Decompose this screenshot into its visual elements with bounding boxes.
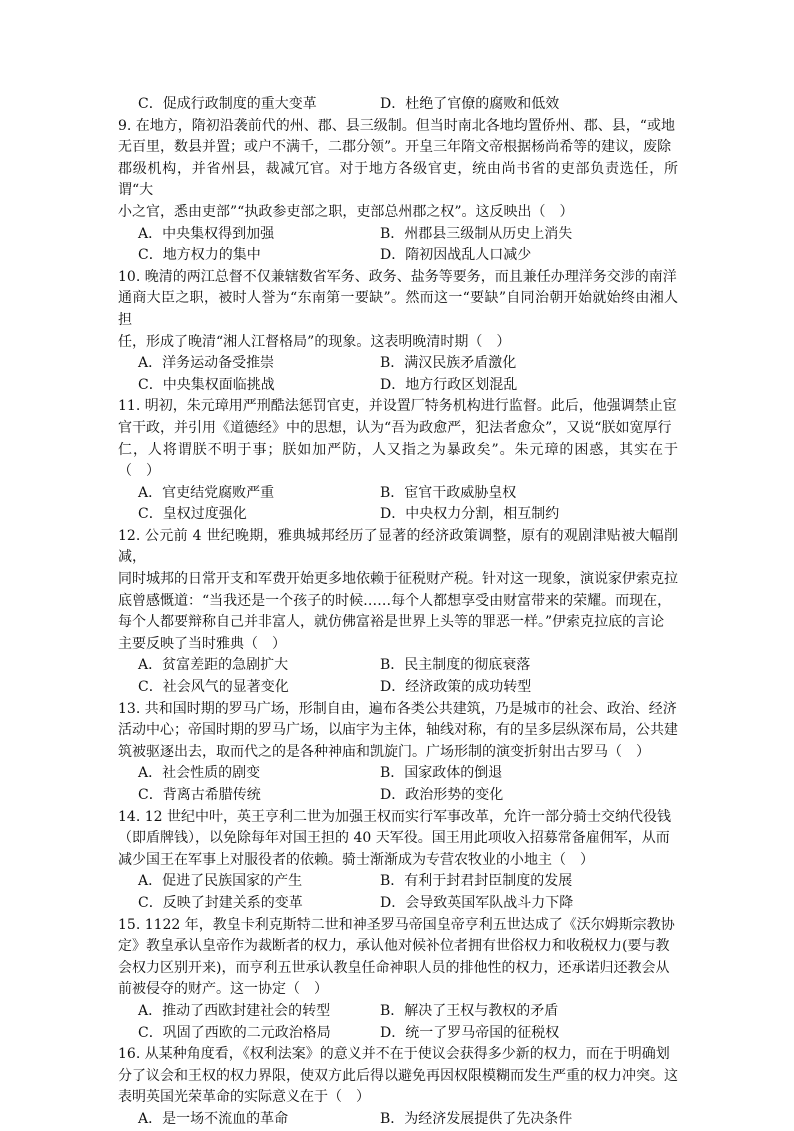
- options-block: [118, 94, 678, 116]
- question-line: 仁，人将谓朕不明于事；朕如加严防，人又指之为暴政矣”。朱元璋的困惑，其实在于（ ）: [118, 441, 678, 480]
- question-line: 9. 在地方，隋初沿袭前代的州、郡、县三级制。但当时南北各地均置侨州、郡、县，“或地: [118, 117, 675, 134]
- question-line: 郡级机构，并省州县，裁减冗官。对于地方各级官吏，统由尚书省的吏部负责选任，所谓“大: [118, 160, 678, 199]
- option-c: C．背离古希腊传统: [138, 787, 261, 803]
- option-d: D．会导致英国军队战斗力下降: [380, 894, 574, 911]
- question-line: 通商大臣之职，被时人誉为“东南第一要缺”。然而这一“要缺”自同治朝开始就始终由湘人担: [118, 290, 678, 328]
- question-line: 会权力区别开来)，而亨利五世承认教皇任命神职人员的排他性的权力，还承诺归还教会从: [118, 959, 670, 976]
- question-stem: [118, 1044, 678, 1109]
- option-a: A．中央集权得到加强: [138, 225, 275, 242]
- options-block: [118, 483, 678, 526]
- question-line: 筑被驱逐出去，取而代之的是各种神庙和凯旋门。广场形制的演变折射出古罗马（ ）: [118, 743, 650, 760]
- option-a: A．官吏结党腐败严重: [138, 484, 275, 501]
- question-stem: [118, 526, 678, 656]
- option-d: D．地方行政区划混乱: [380, 376, 518, 393]
- option-a: A．社会性质的剧变: [138, 765, 261, 782]
- question-line: 减少国王在军事上对服役者的依赖。骑士渐渐成为专营农牧业的小地主（ ）: [118, 851, 594, 868]
- options-block: [118, 353, 678, 396]
- options-block: [118, 763, 678, 806]
- option-b: B．州郡县三级制从历史上消失: [380, 225, 573, 242]
- question-line: 11. 明初，朱元璋用严刑酷法惩罚官吏，并设置厂特务机构进行监督。此后，他强调禁止宦: [118, 398, 677, 415]
- option-c: C．皇权过度强化: [138, 506, 247, 523]
- option-b: B．国家政体的倒退: [380, 765, 503, 782]
- option-b: B．解决了王权与教权的矛盾: [380, 1002, 559, 1019]
- question-line: 16. 从某种角度看，《权利法案》的意义并不在于使议会获得多少新的权力，而在于明确划: [118, 1046, 670, 1063]
- option-a: A．是一场不流血的革命: [138, 1110, 289, 1127]
- question-line: 表明英国光荣革命的实际意义在于（ ）: [118, 1089, 370, 1106]
- question-stem: [118, 915, 678, 1001]
- question-line: 13. 共和国时期的罗马广场，形制自由，遍布各类公共建筑，乃是城市的社会、政治、经济: [118, 700, 677, 717]
- option-d: D．政治形势的变化: [380, 787, 504, 803]
- option-a: A．推动了西欧封建社会的转型: [138, 1002, 331, 1019]
- question-line: 分了议会和王权的权力界限，使双方此后得以避免再因权限模糊而发生严重的权力冲突。这: [118, 1067, 678, 1084]
- question-line: 同时城邦的日常开支和军费开始更多地依赖于征税财产税。针对这一现象，演说家伊索克拉: [118, 571, 678, 588]
- option-a: A．贫富差距的急剧扩大: [138, 657, 289, 674]
- option-d: D．经济政策的成功转型: [380, 679, 532, 696]
- option-d: D．中央权力分割，相互制约: [380, 506, 560, 523]
- question-line: 10. 晚清的两江总督不仅兼辖数省军务、政务、盐务等要务，而且兼任办理洋务交涉的南洋: [118, 268, 677, 285]
- option-b: B．民主制度的彻底衰落: [380, 657, 531, 674]
- question-stem: [118, 396, 678, 482]
- options-block: [118, 655, 678, 698]
- option-b: B．宦官干政威胁皇权: [380, 484, 517, 501]
- option-c: C．社会风气的显著变化: [138, 679, 289, 696]
- question-line: 主要反映了当时雅典（ ）: [118, 635, 286, 652]
- question-line: 官干政，并引用《道德经》中的思想，认为“吾为政愈严，犯法者愈众”，又说“朕如宽厚行: [118, 419, 672, 436]
- option-a: A．洋务运动备受推崇: [138, 355, 275, 372]
- options-block: [118, 1109, 678, 1131]
- question-line: 14. 12 世纪中叶，英王亨利二世为加强王权而实行军事改革，允许一部分骑士交纳代役钱: [118, 808, 671, 825]
- question-stem: [118, 116, 678, 224]
- question-line: 前被侵夺的财产。这一协定（ ）: [118, 981, 328, 998]
- option-c: C．地方权力的集中: [138, 247, 261, 264]
- question-line: 底曾感慨道：“当我还是一个孩子的时候……每个人都想享受由财富带来的荣耀。而现在，: [118, 592, 672, 609]
- question-line: 活动中心；帝国时期的罗马广场，以庙宇为主体，轴线对称，有的呈多层纵深布局，公共建: [118, 722, 678, 739]
- option-c: C．反映了封建关系的变革: [138, 894, 303, 911]
- options-block: [118, 1001, 678, 1044]
- option-a: A．促进了民族国家的产生: [138, 873, 303, 890]
- option-c: C．中央集权面临挑战: [138, 376, 275, 393]
- option-c: C．促成行政制度的重大变革: [138, 96, 317, 112]
- question-line: （即盾牌钱），以免除每年对国王担的 40 天军役。国王用此项收入招募常备雇佣军，从而: [118, 830, 670, 847]
- options-block: [118, 871, 678, 914]
- question-line: 12. 公元前 4 世纪晚期，雅典城邦经历了显著的经济政策调整，原有的观剧津贴被大幅削减，: [118, 527, 678, 566]
- question-line: 无百里，数县并置；或户不满千，二郡分领”。开皇三年隋文帝根据杨尚希等的建议，废除: [118, 139, 672, 156]
- option-b: B．满汉民族矛盾激化: [380, 355, 517, 372]
- question-stem: [118, 267, 678, 353]
- question-stem: [118, 807, 678, 872]
- question-line: 15. 1122 年，教皇卡利克斯特二世和神圣罗马帝国皇帝亨利五世达成了《沃尔姆斯宗教协: [118, 916, 675, 933]
- question-line: 任，形成了晚清“湘人江督格局”的现象。这表明晚清时期（ ）: [118, 333, 511, 350]
- question-list: [118, 94, 678, 1131]
- question-line: 每个人都要辩称自己并非富人，就仿佛富裕是世界上头等的罪恶一样。”伊索克拉底的言论: [118, 614, 665, 631]
- option-d: D．统一了罗马帝国的征税权: [380, 1024, 560, 1041]
- question-line: 小之官，悉由吏部”“执政参吏部之职，吏部总州郡之权”。这反映出（ ）: [118, 203, 574, 220]
- option-c: C．巩固了西欧的二元政治格局: [138, 1024, 331, 1041]
- option-b: B．有利于封君封臣制度的发展: [380, 873, 573, 890]
- question-line: 定》教皇承认皇帝作为裁断者的权力，承认他对候补位者拥有世俗权力和收税权力(要与教: [118, 938, 670, 955]
- question-stem: [118, 699, 678, 764]
- option-d: D．杜绝了官僚的腐败和低效: [380, 96, 560, 112]
- options-block: [118, 224, 678, 267]
- option-b: B．为经济发展提供了先决条件: [380, 1110, 573, 1127]
- option-d: D．隋初因战乱人口减少: [380, 247, 532, 264]
